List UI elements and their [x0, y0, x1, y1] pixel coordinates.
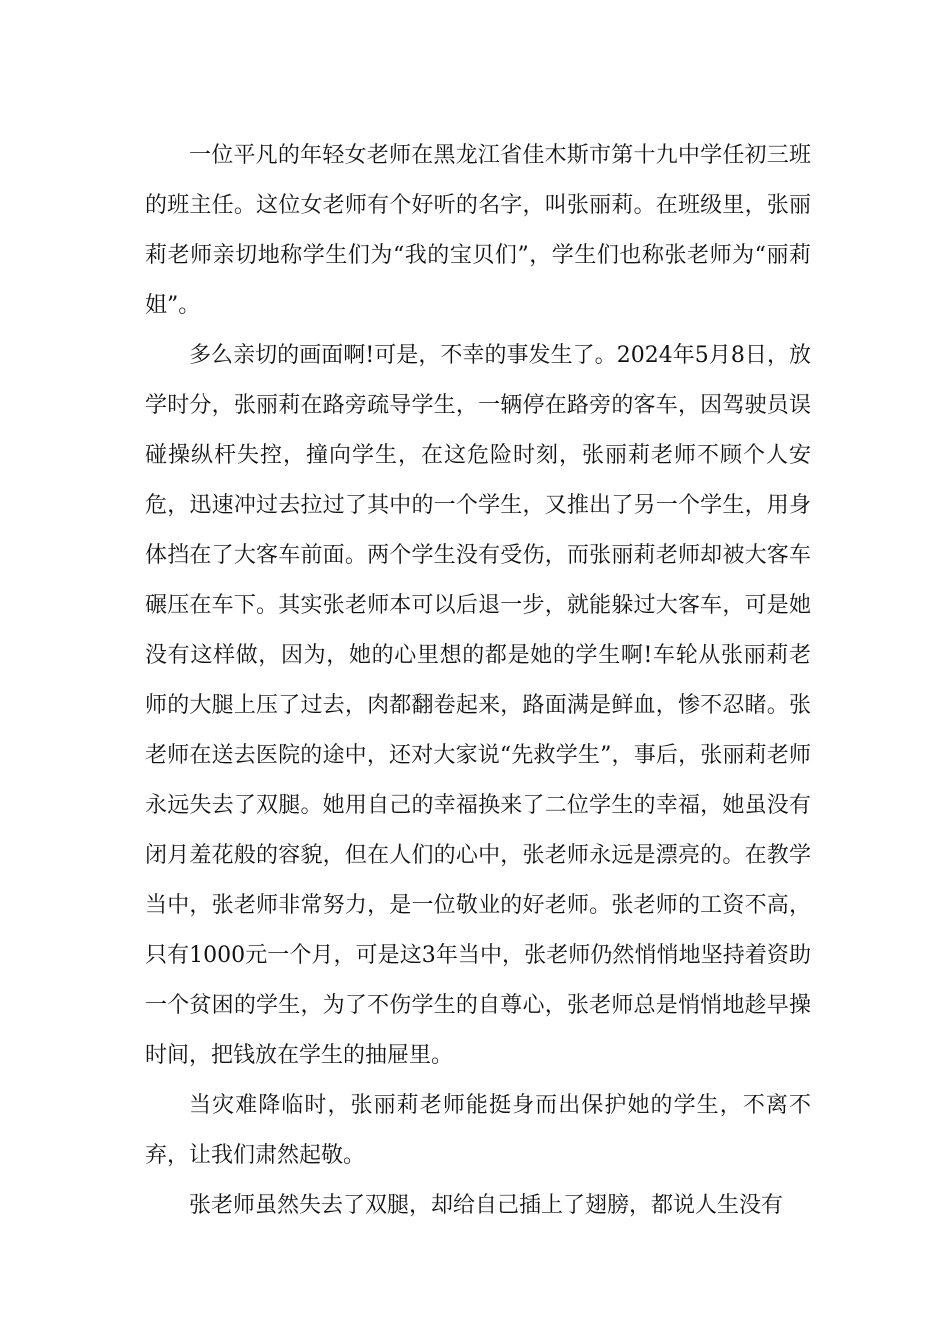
paragraph-2: 多么亲切的画面啊!可是，不幸的事发生了。2024年5月8日，放学时分，张丽莉在路旁疏导学生，一辆停在路旁的客车，因驾驶员误碰操纵杆失控，撞向学生，在这危险时刻，张丽莉老师不顾个人安危，迅速冲过去拉过了其中的一个学生，又推出了另一个学生，用身体挡在了大客车前面。两个学生没有受伤，而张丽莉老师却被大客车碾压在车下。其实张老师本可以后退一步，就能躲过大客车，可是她没有这样做，因为，她的心里想的都是她的学生啊!车轮从张丽莉老师的大腿上压了过去，肉都翻卷起来，路面满是鲜血，惨不忍睹。张老师在送去医院的途中，还对大家说“先救学生”，事后，张丽莉老师永远失去了双腿。她用自己的幸福换来了二位学生的幸福，她虽没有闭月羞花般的容貌，但在人们的心中，张老师永远是漂亮的。在教学当中，张老师非常努力，是一位敬业的好老师。张老师的工资不高，只有1000元一个月，可是这3年当中，张老师仍然悄悄地坚持着资助一个贫困的学生，为了不伤学生的自尊心，张老师总是悄悄地趁早操时间，把钱放在学生的抽屉里。 [145, 343, 811, 1068]
document-body [145, 131, 811, 1231]
paragraph-1: 一位平凡的年轻女老师在黑龙江省佳木斯市第十九中学任初三班的班主任。这位女老师有个好听的名字，叫张丽莉。在班级里，张丽莉老师亲切地称学生们为“我的宝贝们”，学生们也称张老师为“丽莉姐”。 [145, 143, 811, 318]
paragraph-4: 张老师虽然失去了双腿，却给自己插上了翅膀，都说人生没有 [189, 1193, 784, 1218]
paragraph-3: 当灾难降临时，张丽莉老师能挺身而出保护她的学生，不离不弃，让我们肃然起敬。 [145, 1093, 811, 1168]
